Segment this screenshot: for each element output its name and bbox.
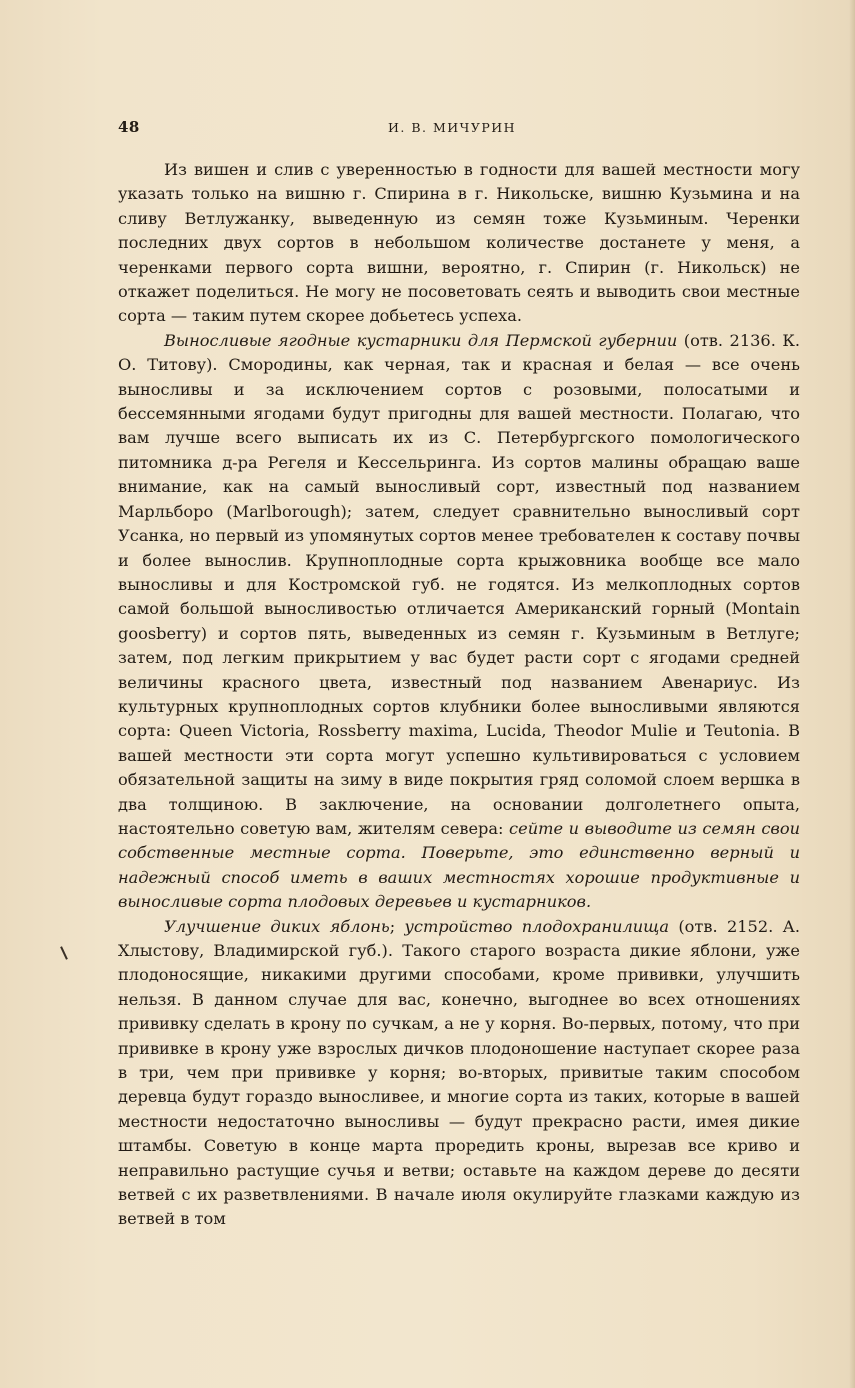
- paragraph: [118, 915, 800, 1232]
- emphasized-advice: сейте и выводите из семян свои собственные местные сорта. Поверьте, это единственно верный и надежный способ иметь в ваших местностях хорошие продуктивные и выносливые сорта плодовых деревьев и кустарников.: [118, 818, 800, 912]
- section-title: Улучшение диких яблонь: [164, 916, 390, 936]
- page-number: 48: [118, 118, 140, 136]
- paragraph-text: (отв. 2152. А. Хлыстову, Владимирской губ.). Такого старого возраста дикие яблони, уже плодоносящие, никакими другими способами, кроме прививки, улучшить нельзя. В данном случае для вас, конечно, выгоднее во всех отношениях прививку сделать в крону по сучкам, а не у корня. Во-первых, потому, что при прививке в крону уже взрослых дичков плодоношение наступает скорее раза в три, чем при прививке у корня; во-вторых, привитые таким способом деревца будут гораздо выносливее, и многие сорта из таких, которые в вашей местности недостаточно выносливы — будут прекрасно расти, имея дикие штамбы. Советую в конце марта проредить кроны, вырезав все криво и неправильно растущие сучья и ветви; оставьте на каждом дереве до десяти ветвей с их разветвлениями. В начале июля окулируйте глазками каждую из ветвей в том: [118, 916, 801, 1229]
- body-text: [118, 158, 800, 1232]
- page-edge-shadow: [849, 0, 855, 1388]
- title-separator: ;: [389, 916, 405, 936]
- paragraph: [118, 329, 800, 915]
- paragraph-text: Из вишен и слив с уверенностью в годности для вашей местности могу указать только на вишню г. Спирина в г. Никольске, вишню Кузьмина и на сливу Ветлужанку, выведенную из семян тоже Кузьминым. Черенки последних двух сортов в небольшом количестве достанете у меня, а черенками первого сорта вишни, вероятно, г. Спирин (г. Никольск) не откажет поделиться. Не могу не посоветовать сеять и выводить свои местные сорта — таким путем скорее добьетесь успеха.: [118, 160, 800, 326]
- running-head: И. В. МИЧУРИН: [388, 120, 517, 135]
- paragraph-text: (отв. 2136. К. О. Титову). Смородины, как черная, так и красная и белая — все очень выносливы и за исключением сортов с розовыми, полосатыми и бессемянными ягодами будут пригодны для вашей местности. Полагаю, что вам лучше всего выписать их из С. Петербургского помологического питомника д-ра Регеля и Кессельринга. Из сортов малины обращаю ваше внимание, как на самый выносливый сорт, известный под названием Марльборо (Marlborough); затем, следует сравнительно выносливый сорт Усанка, но первый из упомянутых сортов менее требователен к составу почвы и более вынослив. Крупноплодные сорта крыжовника вообще все мало выносливы и для Костромской губ. не годятся. Из мелкоплодных сортов самой большой выносливостью отличается Американский горный (Montain goosberry) и сортов пять, выведенных из семян г. Кузьминым в Ветлуге; затем, под легким прикрытием у вас будет расти сорт с ягодами средней величины красного цвета, известный под названием Авенариус. Из культурных крупноплодных сортов клубники более выносливыми являются сорта: Queen Victoria, Rossberry maxima, Lucida, Theodor Mulie и Teutonia. В вашей местности эти сорта могут успешно культивироваться с условием обязательной защиты на зиму в виде покрытия гряд соломой слоем вершка в два толщиною. В заключение, на основании долголетнего опыта, настоятельно советую вам, жителям севера:: [118, 330, 800, 838]
- section-title: Выносливые ягодные кустарники для Пермской губернии: [164, 330, 678, 350]
- section-title: устройство плодохранилища: [404, 916, 670, 936]
- page-header: [118, 118, 798, 140]
- paragraph: [118, 158, 800, 329]
- margin-pencil-mark: [60, 946, 68, 960]
